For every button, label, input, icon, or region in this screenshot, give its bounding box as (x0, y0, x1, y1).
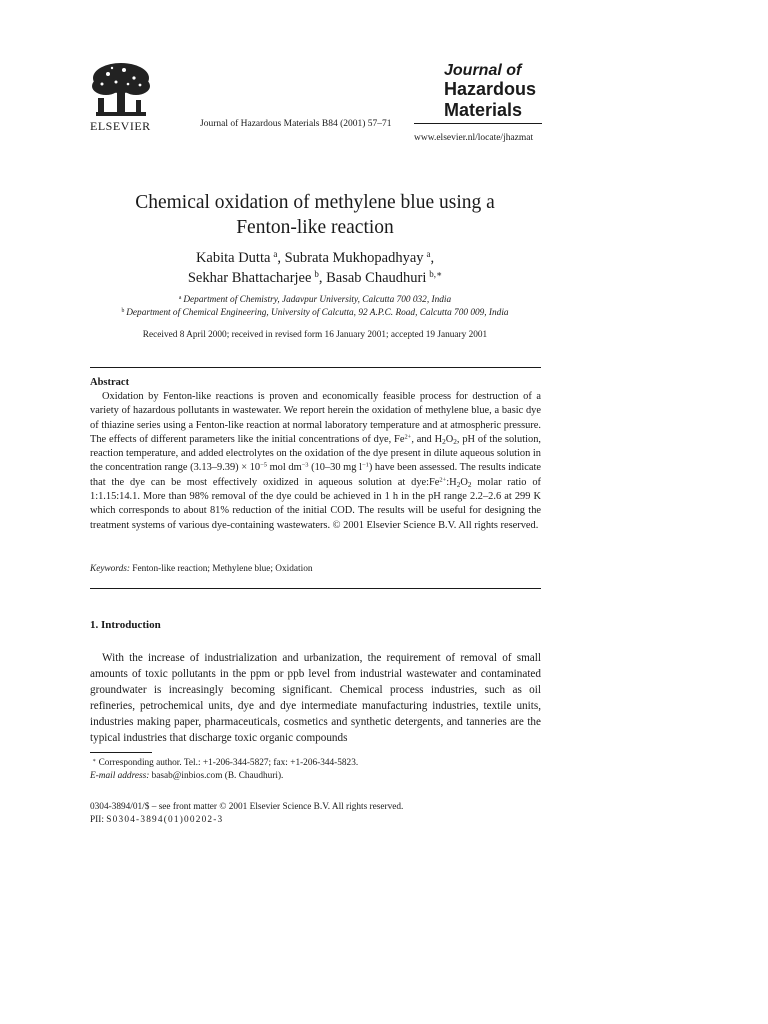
author-name: Basab Chaudhuri (326, 270, 427, 286)
author-affiliation-mark: b (314, 269, 319, 280)
author-list (90, 248, 540, 288)
pii-line: PII: S0304-3894(01)00202-3 (90, 815, 224, 825)
publisher-name: ELSEVIER (90, 119, 151, 133)
author-name: Sekhar Bhattacharjee (187, 270, 312, 286)
divider-top (90, 367, 541, 368)
author-affiliation-mark: a (273, 249, 278, 260)
journal-logo-line1: Journal of (444, 62, 522, 79)
journal-logo-line2: Hazardous (444, 79, 537, 99)
keywords-text: Fenton-like reaction; Methylene blue; Oxidation (129, 564, 313, 574)
journal-logo-rule (414, 123, 542, 124)
abstract-heading: Abstract (90, 377, 130, 388)
keywords (90, 564, 541, 574)
pii-code: S0304-3894(01)00202-3 (106, 815, 224, 825)
abstract-text: Oxidation by Fenton-like reactions is proven and economically feasible process for destruction of a variety of hazardous pollutants in wastewater. We report herein the oxidation of methylene blue, a basic dye of thiazine series using a Fenton-like reaction at normal laboratory temperature and at atmospheric pressure. The effects of different parameters like the initial concentrations of dye, $Fe^{2+}$, and $H_2O_2$, pH of the solution, reaction temperature, and added electrolytes on the oxidation of the dye present in dilute aqueous solution in the concentration range $(3.13-9.39) \times 10^{-5}$ mol $dm^{-3}$ (10–30 mg $l^{-1}$) have been assessed. The results indicate that the dye can be most effectively oxidized in aqueous solution at $dye:Fe^{2+}:H_2O_2$ molar ratio of 1:1.15:14.1. More than 98% removal of the dye could be achieved in 1 h in the pH range 2.2–2.6 at 299 K which corresponds to about 81% reduction of the initial COD. The results will be useful for designing the treatment systems of various dye-containing wastewaters. © 2001 Elsevier Science B.V. All rights reserved. (90, 391, 541, 531)
author-affiliation-mark: a (426, 249, 431, 260)
affiliation-b: $^b$ Department of Chemical Engineering, University of Calcutta, 92 A.P.C. Road, Calcutta 700 009, India (121, 307, 509, 318)
footnote (90, 757, 541, 783)
article-title (90, 190, 540, 240)
email-note: E-mail address: basab@inbios.com (B. Chaudhuri). (90, 771, 284, 781)
journal-logo-line3: Materials (444, 100, 523, 120)
front-matter (90, 801, 541, 827)
author-name: Subrata Mukhopadhyay (284, 250, 424, 266)
author-name: Kabita Dutta (195, 250, 271, 266)
title-line-2: Fenton-like reaction (236, 217, 394, 238)
email-address[interactable]: basab@inbios.com (B. Chaudhuri). (149, 771, 284, 781)
footnote-rule (90, 752, 152, 753)
journal-logo (414, 62, 542, 124)
copyright-line: 0304-3894/01/$ – see front matter © 2001 Elsevier Science B.V. All rights reserved. (90, 802, 404, 812)
received-dates: Received 8 April 2000; received in revised form 16 January 2001; accepted 19 January 2001 (142, 330, 488, 340)
corresponding-author-note: ∗ Corresponding author. Tel.: +1-206-344-5827; fax: +1-206-344-5823. (92, 757, 359, 768)
keywords-label: Keywords: (90, 564, 130, 574)
author-line-2: Sekhar Bhattacharjee $^b$, Basab Chaudhuri $^{b,∗}$ (187, 269, 443, 286)
title-line-1: Chemical oxidation of methylene blue using a (135, 192, 495, 213)
journal-url[interactable]: www.elsevier.nl/locate/jhazmat (414, 133, 534, 143)
author-affiliation-mark: b,∗ (429, 269, 443, 280)
section-heading-introduction: 1. Introduction (90, 619, 161, 631)
affiliations (90, 294, 540, 320)
author-line-1: Kabita Dutta $^a$, Subrata Mukhopadhyay $^a$, (195, 249, 435, 266)
divider-bottom (90, 588, 541, 589)
introduction-paragraph: With the increase of industrialization and urbanization, the requirement of removal of small amounts of toxic pollutants in the ppm or ppb level from industrial wastewater and contaminated groundwater is increasingly becoming significant. Chemical process industries, such as oil refineries, petrochemical units, dye and dye intermediate manufacturing industries, textile units, industries making paper, pharmaceuticals, cosmetics and synthetic detergents, and tanneries are the typical industries that discharge toxic organic compounds (90, 652, 541, 744)
affiliation-a: $^a$ Department of Chemistry, Jadavpur University, Calcutta 700 032, India (178, 294, 452, 305)
journal-citation: Journal of Hazardous Materials B84 (2001) 57–71 (200, 119, 392, 129)
